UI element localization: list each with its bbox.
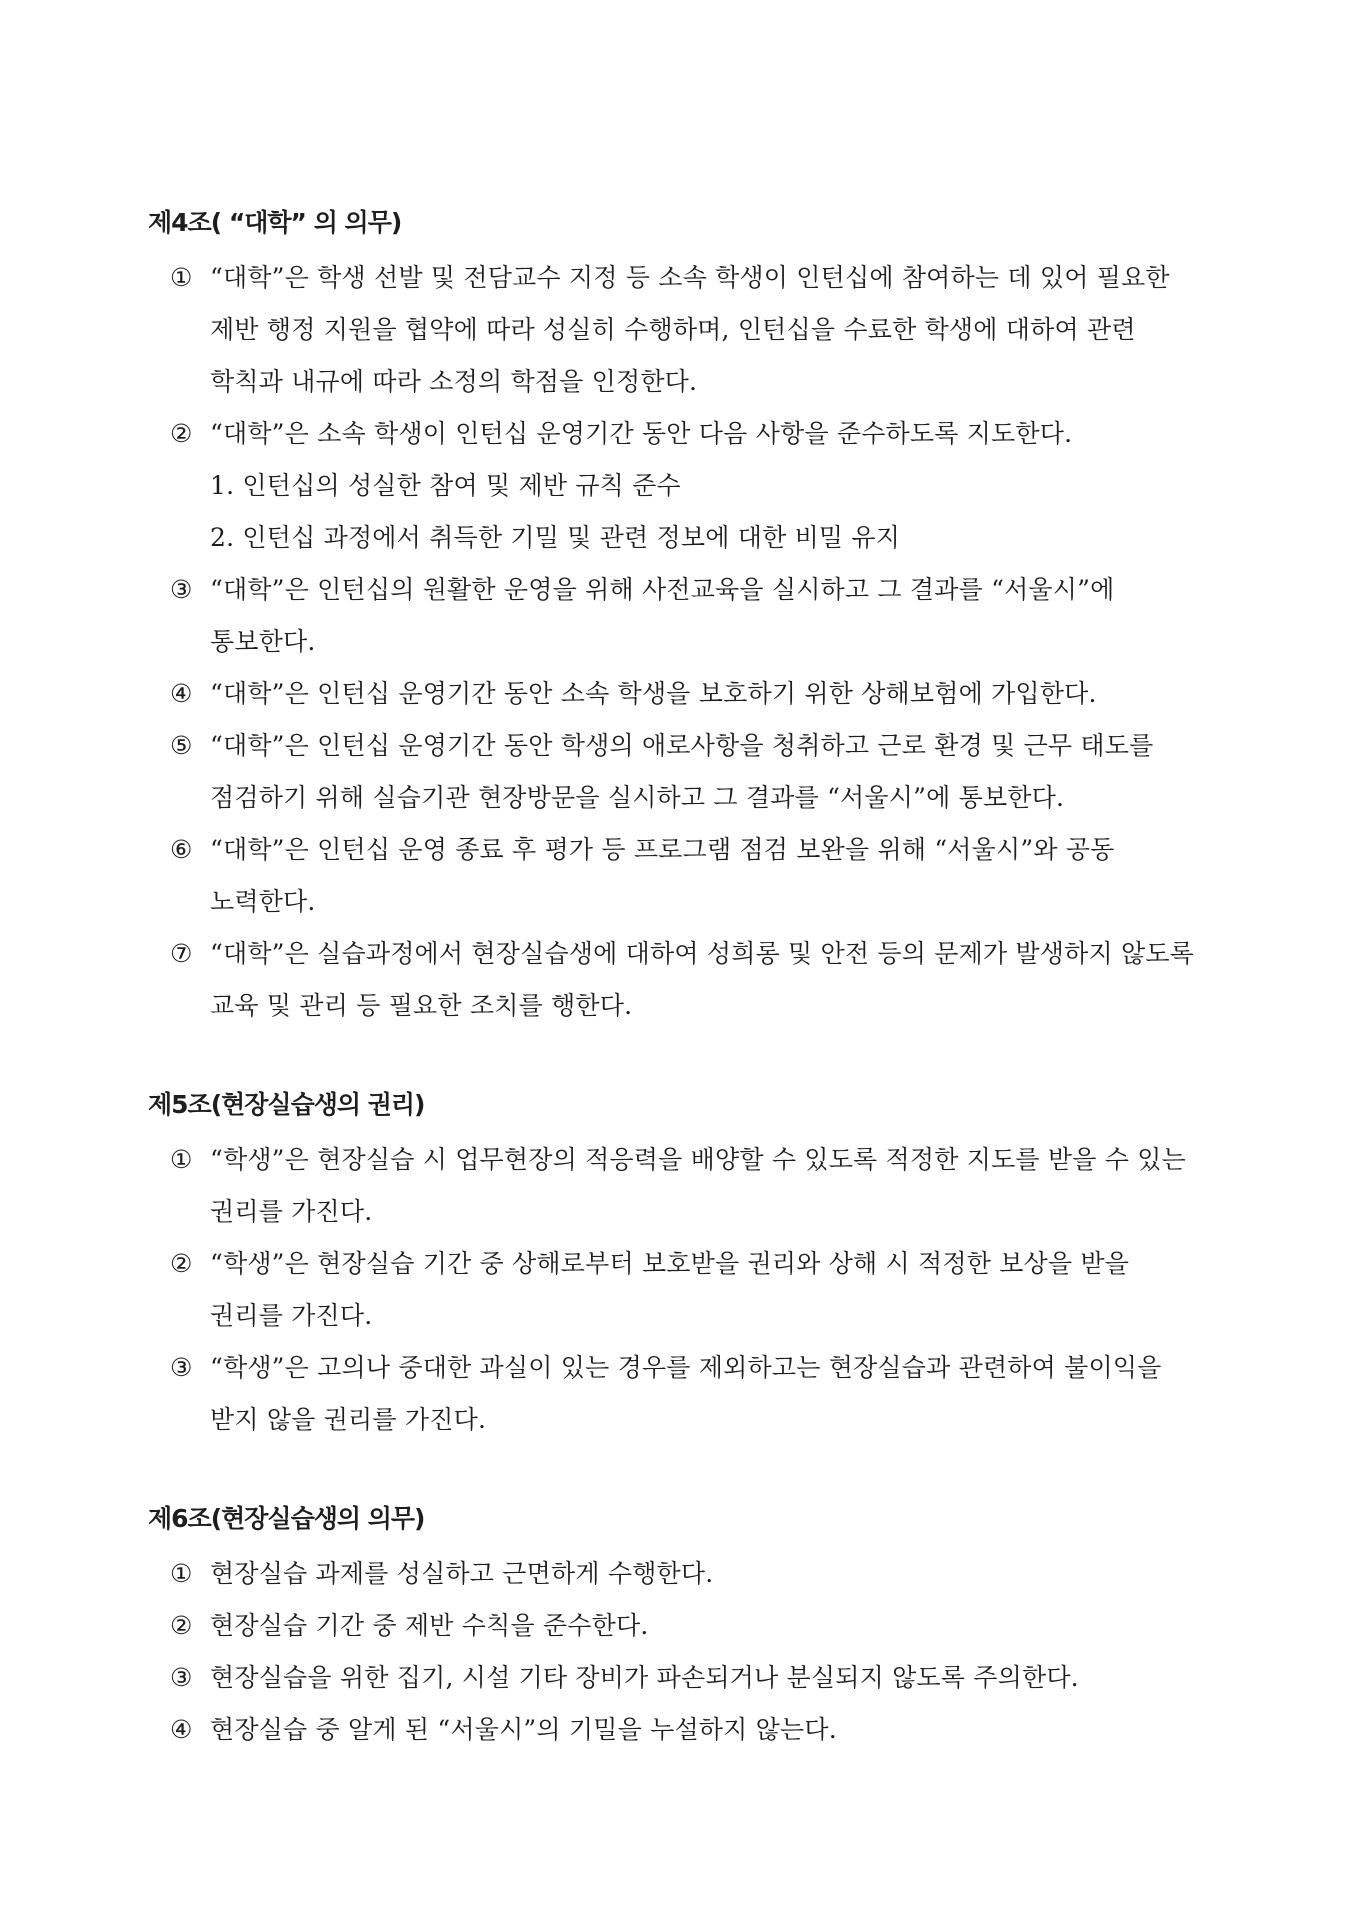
clause [148,564,1206,668]
article-heading: 제6조(현장실습생의 의무) [148,1504,425,1533]
clause-text: “대학”은 학생 선발 및 전담교수 지정 등 소속 학생이 인턴십에 참여하는 데 있어 필요한 제반 행정 지원을 협약에 따라 성실히 수행하며, 인턴십을 수료한 학생에 대하여 관련 학칙과 내규에 따라 소정의 학점을 인정한다. [210,263,1170,396]
clause-number: ④ [170,679,193,708]
clause [148,1342,1206,1446]
article-5 [148,1090,1206,1446]
article-heading: 제4조( “대학” 의 의무) [148,208,402,237]
clause-number: ③ [170,1663,193,1692]
clause [148,1652,1206,1704]
clause [148,824,1206,928]
clause-number: ④ [170,1715,193,1744]
clause-text: “대학”은 실습과정에서 현장실습생에 대하여 성희롱 및 안전 등의 문제가 발생하지 않도록 교육 및 관리 등 필요한 조치를 행한다. [210,939,1195,1020]
clause-number: ① [170,1145,193,1174]
clause-text: 현장실습 기간 중 제반 수칙을 준수한다. [210,1611,649,1640]
clause [148,1134,1206,1238]
clause [148,1238,1206,1342]
clause-number: ② [170,419,193,448]
article-4 [148,208,1206,1032]
sub-clause: 2. 인턴십 과정에서 취득한 기밀 및 관련 정보에 대한 비밀 유지 [210,523,901,552]
clause-number: ③ [170,575,193,604]
article-heading: 제5조(현장실습생의 권리) [148,1090,425,1119]
clause-number: ① [170,263,193,292]
clause-number: ⑤ [170,731,193,760]
clause-number: ⑥ [170,835,193,864]
clause [148,928,1206,1032]
clause [148,1548,1206,1600]
clause [148,1704,1206,1756]
clause-text: “대학”은 소속 학생이 인턴십 운영기간 동안 다음 사항을 준수하도록 지도한다. [210,419,1073,448]
clause-number: ⑦ [170,939,193,968]
clause [148,408,1206,460]
sub-clause: 1. 인턴십의 성실한 참여 및 제반 규칙 준수 [210,471,681,500]
clause [148,1600,1206,1652]
clause-text: “대학”은 인턴십 운영 종료 후 평가 등 프로그램 점검 보완을 위해 “서울시”와 공동 노력한다. [210,835,1115,916]
clause [148,252,1206,408]
article-6 [148,1504,1206,1756]
clause-text: “대학”은 인턴십 운영기간 동안 소속 학생을 보호하기 위한 상해보험에 가입한다. [210,679,1097,708]
clause [148,668,1206,720]
clause-number: ② [170,1249,193,1278]
clause-number: ① [170,1559,193,1588]
clause-number: ② [170,1611,193,1640]
clause [148,720,1206,824]
clause-text: 현장실습을 위한 집기, 시설 기타 장비가 파손되거나 분실되지 않도록 주의한다. [210,1663,1079,1692]
clause-text: “대학”은 인턴십 운영기간 동안 학생의 애로사항을 청취하고 근로 환경 및 근무 태도를 점검하기 위해 실습기관 현장방문을 실시하고 그 결과를 “서울시”에 통보한다. [210,731,1154,812]
clause-text: “학생”은 현장실습 시 업무현장의 적응력을 배양할 수 있도록 적정한 지도를 받을 수 있는 권리를 가진다. [210,1145,1186,1226]
clause-text: “학생”은 현장실습 기간 중 상해로부터 보호받을 권리와 상해 시 적정한 보상을 받을 권리를 가진다. [210,1249,1130,1330]
clause-number: ③ [170,1353,193,1382]
clause-text: 현장실습 과제를 성실하고 근면하게 수행한다. [210,1559,714,1588]
clause-text: “대학”은 인턴십의 원활한 운영을 위해 사전교육을 실시하고 그 결과를 “서울시”에 통보한다. [210,575,1115,656]
clause-text: “학생”은 고의나 중대한 과실이 있는 경우를 제외하고는 현장실습과 관련하여 불이익을 받지 않을 권리를 가진다. [210,1353,1162,1434]
clause-text: 현장실습 중 알게 된 “서울시”의 기밀을 누설하지 않는다. [210,1715,837,1744]
